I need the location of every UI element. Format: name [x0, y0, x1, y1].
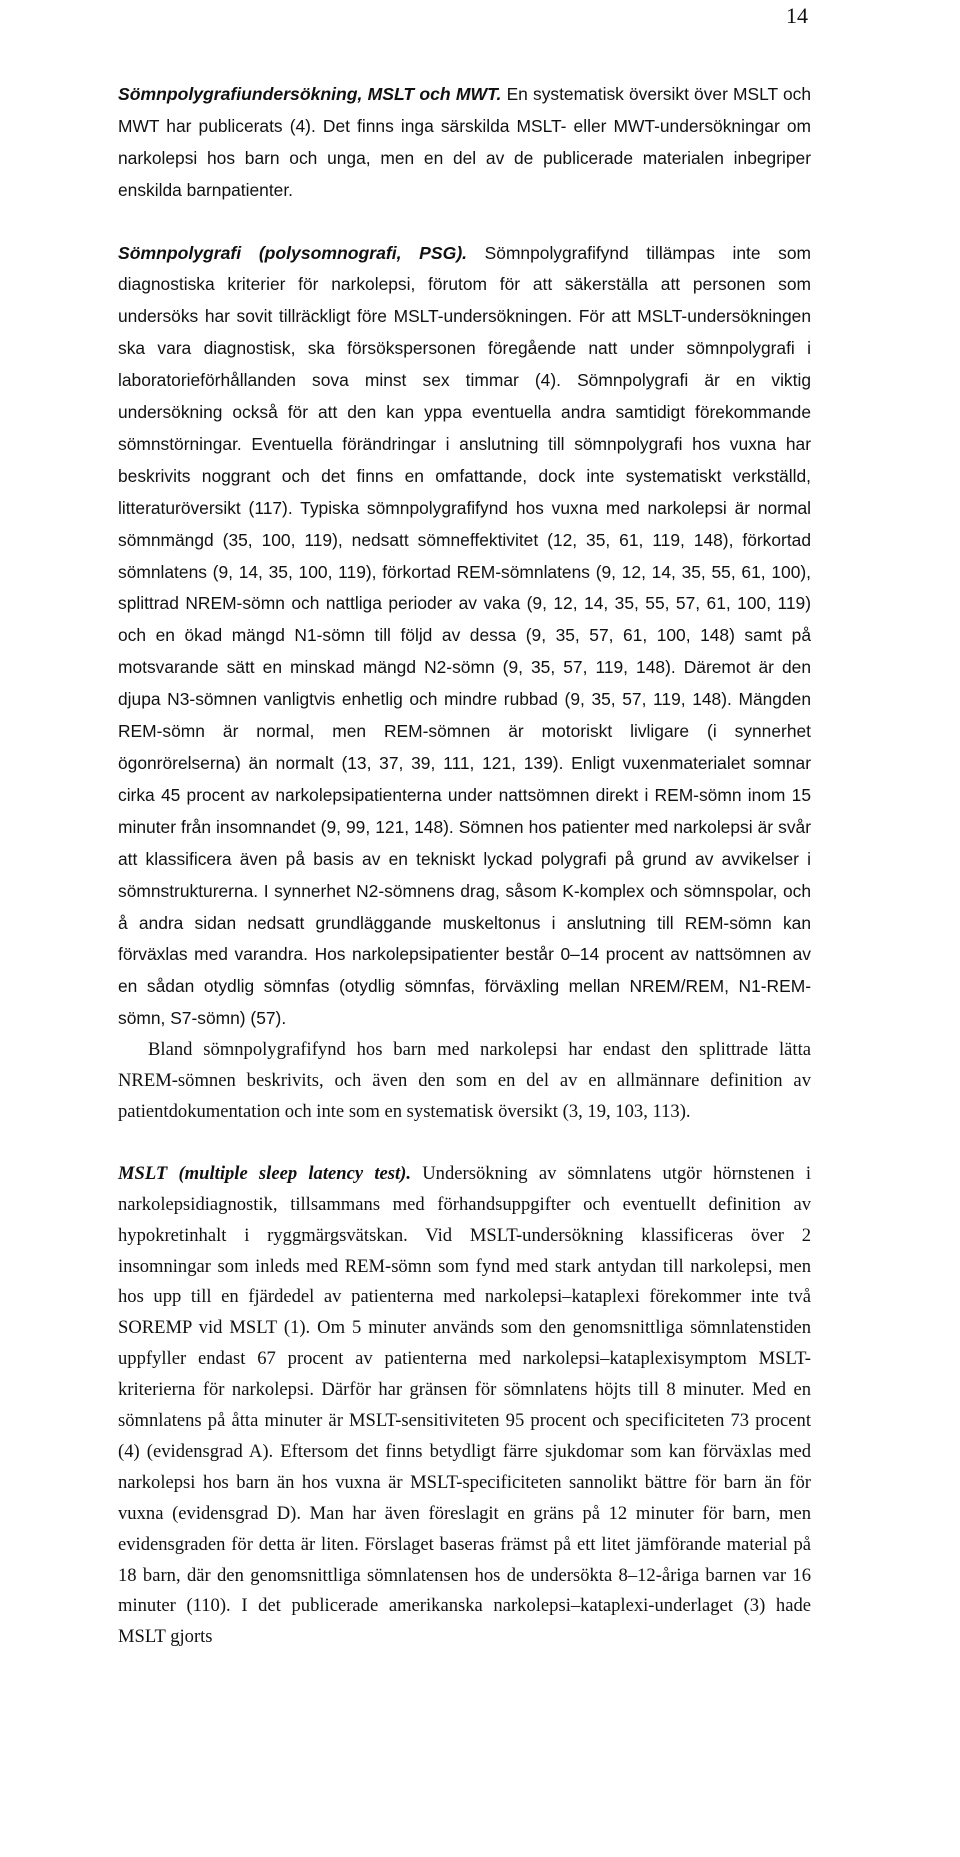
- paragraph-psg-mslt-mwt: [118, 79, 811, 207]
- paragraph-text: Sömnpolygrafifynd tillämpas inte som diagnostiska kriterier för narkolepsi, förutom för att säkerställa att personen som undersöks har sovit tillräckligt före MSLT-undersökningen. För att MSLT-undersökningen ska vara diagnostisk, ska försökspersonen föregående natt under sömnpolygrafi i laboratorieförhållanden sova minst sex timmar (4). Sömnpolygrafi är en viktig undersökning också för att den kan yppa eventuella andra samtidigt förekommande sömnstörningar. Eventuella förändringar i anslutning till sömnpolygrafi hos vuxna har beskrivits noggrant och det finns en omfattande, dock inte systematiskt verkställd, litteraturöversikt (117). Typiska sömnpolygrafifynd hos vuxna med narkolepsi är normal sömnmängd (35, 100, 119), nedsatt sömneffektivitet (12, 35, 61, 119, 148), förkortad sömnlatens (9, 14, 35, 100, 119), förkortad REM-sömnlatens (9, 12, 14, 35, 55, 61, 100), splittrad NREM-sömn och nattliga perioder av vaka (9, 12, 14, 35, 55, 57, 61, 100, 119) och en ökad mängd N1-sömn till följd av dessa (9, 35, 57, 61, 100, 148) samt på motsvarande sätt en minskad mängd N2-sömn (9, 35, 57, 119, 148). Däremot är den djupa N3-sömnen vanligtvis enhetlig och mindre rubbad (9, 35, 57, 119, 148). Mängden REM-sömn är normal, men REM-sömnen är motoriskt livligare (i synnerhet ögonrörelserna) än normalt (13, 37, 39, 111, 121, 139). Enligt vuxenmaterialet somnar cirka 45 procent av narkolepsipatienterna under nattsömnen direkt i REM-sömn inom 15 minuter från insomnandet (9, 99, 121, 148). Sömnen hos patienter med narkolepsi är svår att klassificera även på basis av en tekniskt lyckad polygrafi på grund av avvikelser i sömnstrukturerna. I synnerhet N2-sömnens drag, såsom K-komplex och sömnspolar, och å andra sidan nedsatt grundläggande muskeltonus i anslutning till REM-sömn kan förväxlas med varandra. Hos narkolepsipatienter består 0–14 procent av nattsömnen av en sådan otydlig sömnfas (otydlig sömnfas, förväxling mellan NREM/REM, N1-REM-sömn, S7-sömn) (57).: [118, 242, 811, 1029]
- paragraph-spacer: [118, 1128, 811, 1159]
- paragraph-text: En systematisk översikt över MSLT och MWT har publicerats (4). Det finns inga särskilda MSLT- eller MWT-undersökningar om narkolepsi hos barn och unga, men en del av de publicerade materialen inbegriper enskilda barnpatienter.: [118, 84, 811, 200]
- section-heading: Sömnpolygrafiundersökning, MSLT och MWT.: [118, 84, 502, 104]
- paragraph-children-findings: [118, 1035, 811, 1128]
- section-heading: Sömnpolygrafi (polysomnografi, PSG).: [118, 242, 468, 263]
- paragraph-polysomnography: [118, 238, 811, 1036]
- paragraph-text: Bland sömnpolygrafifynd hos barn med narkolepsi har endast den splittrade lätta NREM-sömnen beskrivits, och även den som en del av en allmännare definition av patientdokumentation och inte som en systematisk översikt (3, 19, 103, 113).: [118, 1039, 811, 1122]
- section-heading: MSLT (multiple sleep latency test).: [118, 1162, 411, 1184]
- paragraph-mslt: [118, 1159, 811, 1654]
- page-number: 14: [786, 3, 808, 28]
- document-body: [118, 79, 811, 1653]
- paragraph-spacer: [118, 207, 811, 238]
- paragraph-text: Undersökning av sömnlatens utgör hörnstenen i narkolepsidiagnostik, tillsammans med förhandsuppgifter och eventuellt definition av hypokretinhalt i ryggmärgsvätskan. Vid MSLT-undersökning klassificeras över 2 insomningar som inleds med REM-sömn som fynd med stark antydan till narkolepsi, men hos upp till en fjärdedel av patienterna med narkolepsi–kataplexi förekommer inte två SOREMP vid MSLT (1). Om 5 minuter används som den genomsnittliga sömnlatenstiden uppfyller endast 67 procent av patienterna med narkolepsi–kataplexisymptom MSLT-kriterierna för narkolepsi. Därför har gränsen för sömnlatens höjts till 8 minuter. Med en sömnlatens på åtta minuter är MSLT-sensitiviteten 95 procent och specificiteten 73 procent (4) (evidensgrad A). Eftersom det finns betydligt färre sjukdomar som kan förväxlas med narkolepsi hos barn än hos vuxna är MSLT-specificiteten sannolikt bättre för barn än för vuxna (evidensgrad D). Man har även föreslagit en gräns på 12 minuter för barn, men evidensgraden för detta är liten. Förslaget baseras främst på ett litet jämförande material på 18 barn, där den genomsnittliga sömnlatensen hos de undersökta 8–12-åriga barnen var 16 minuter (110). I det publicerade amerikanska narkolepsi–kataplexi-underlaget (3) hade MSLT gjorts: [118, 1162, 811, 1648]
